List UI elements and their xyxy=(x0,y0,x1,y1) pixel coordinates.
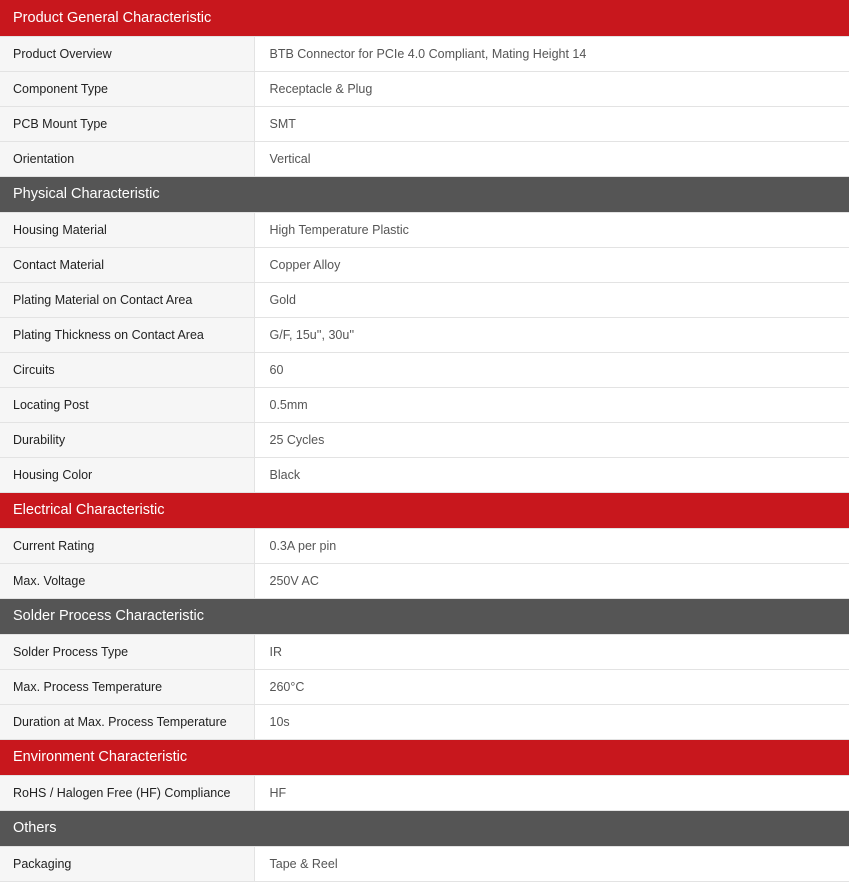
spec-value: 10s xyxy=(254,704,849,739)
spec-label: Max. Voltage xyxy=(0,563,254,598)
table-row xyxy=(0,422,849,457)
section-header-physical xyxy=(0,176,849,212)
table-row xyxy=(0,282,849,317)
spec-value: SMT xyxy=(254,106,849,141)
table-row xyxy=(0,352,849,387)
table-row xyxy=(0,846,849,881)
spec-value: IR xyxy=(254,634,849,669)
spec-value: Receptacle & Plug xyxy=(254,71,849,106)
section-title: Solder Process Characteristic xyxy=(0,598,849,634)
spec-label: Packaging xyxy=(0,846,254,881)
spec-label: Current Rating xyxy=(0,528,254,563)
section-header-environment xyxy=(0,739,849,775)
section-header-others xyxy=(0,810,849,846)
table-row xyxy=(0,634,849,669)
table-row xyxy=(0,563,849,598)
spec-value: Vertical xyxy=(254,141,849,176)
spec-value: BTB Connector for PCIe 4.0 Compliant, Mating Height 14 xyxy=(254,36,849,71)
spec-label: Housing Color xyxy=(0,457,254,492)
spec-label: Housing Material xyxy=(0,212,254,247)
spec-value: G/F, 15u'', 30u'' xyxy=(254,317,849,352)
spec-value: HF xyxy=(254,775,849,810)
spec-label: PCB Mount Type xyxy=(0,106,254,141)
section-header-product-general xyxy=(0,0,849,36)
spec-value: Gold xyxy=(254,282,849,317)
table-row xyxy=(0,775,849,810)
section-title: Physical Characteristic xyxy=(0,176,849,212)
spec-value: High Temperature Plastic xyxy=(254,212,849,247)
table-row xyxy=(0,106,849,141)
spec-label: Plating Material on Contact Area xyxy=(0,282,254,317)
table-row xyxy=(0,141,849,176)
section-title: Others xyxy=(0,810,849,846)
table-row xyxy=(0,387,849,422)
spec-label: Solder Process Type xyxy=(0,634,254,669)
spec-label: Orientation xyxy=(0,141,254,176)
spec-label: Max. Process Temperature xyxy=(0,669,254,704)
section-title: Electrical Characteristic xyxy=(0,492,849,528)
spec-value: 60 xyxy=(254,352,849,387)
spec-value: 25 Cycles xyxy=(254,422,849,457)
table-row xyxy=(0,528,849,563)
spec-label: Plating Thickness on Contact Area xyxy=(0,317,254,352)
spec-value: Tape & Reel xyxy=(254,846,849,881)
spec-label: Contact Material xyxy=(0,247,254,282)
table-row xyxy=(0,317,849,352)
table-row xyxy=(0,457,849,492)
section-header-electrical xyxy=(0,492,849,528)
section-title: Product General Characteristic xyxy=(0,0,849,36)
spec-label: Product Overview xyxy=(0,36,254,71)
spec-label: RoHS / Halogen Free (HF) Compliance xyxy=(0,775,254,810)
section-title: Environment Characteristic xyxy=(0,739,849,775)
spec-value: 0.5mm xyxy=(254,387,849,422)
spec-value: 260°C xyxy=(254,669,849,704)
spec-label: Locating Post xyxy=(0,387,254,422)
table-row xyxy=(0,71,849,106)
table-row xyxy=(0,247,849,282)
spec-label: Component Type xyxy=(0,71,254,106)
spec-value: 0.3A per pin xyxy=(254,528,849,563)
table-row xyxy=(0,36,849,71)
table-row xyxy=(0,669,849,704)
table-row xyxy=(0,704,849,739)
spec-value: Copper Alloy xyxy=(254,247,849,282)
spec-label: Duration at Max. Process Temperature xyxy=(0,704,254,739)
section-header-solder-process xyxy=(0,598,849,634)
spec-label: Durability xyxy=(0,422,254,457)
spec-value: Black xyxy=(254,457,849,492)
table-row xyxy=(0,212,849,247)
spec-value: 250V AC xyxy=(254,563,849,598)
spec-label: Circuits xyxy=(0,352,254,387)
